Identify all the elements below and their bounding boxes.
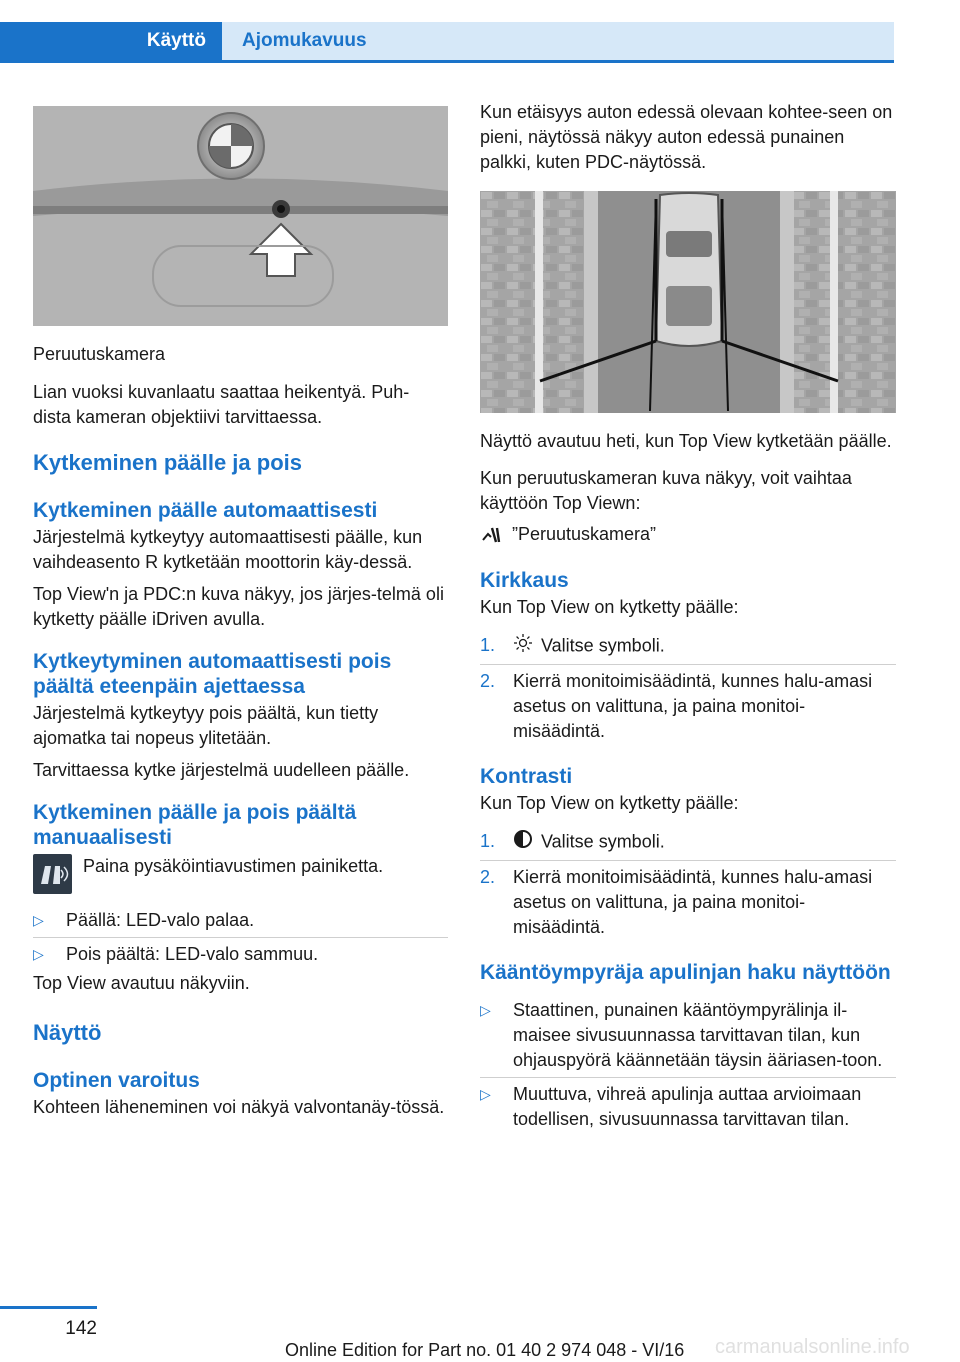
paragraph-auto-off-2: Tarvittaessa kytke järjestelmä uudelleen päälle. — [33, 760, 410, 780]
heading-turning-circle: Kääntöympyräja apulinjan haku näyttöön — [480, 961, 891, 984]
edition-note: Online Edition for Part no. 01 40 2 974 048 - VI/16 — [285, 1340, 685, 1360]
paragraph-auto-on-2: Top View'n ja PDC:n kuva näkyy, jos järjes-telmä oli kytketty päälle iDriven avulla. — [33, 584, 444, 629]
list-item: ▷ Staattinen, punainen kääntöympyrälinja il-maisee sivusuunnassa tarvittavan tilan, kun ohjauspyörä käännetään täysin ääriasen-toon. — [480, 998, 896, 1078]
menu-path — [480, 522, 896, 550]
page-number: 142 — [65, 1318, 97, 1339]
heading-auto-off: Kytkeytyminen automaattisesti pois päältä eteenpäin ajettaessa — [33, 650, 392, 698]
contrast-steps — [480, 829, 896, 940]
heading-manual: Kytkeminen päälle ja pois päältä manuaalisesti — [33, 801, 357, 849]
paragraph-rear-camera: Kun peruutuskameran kuva näkyy, voit vaihtaa käyttöön Top Viewn: — [480, 468, 852, 513]
triangle-bullet-icon: ▷ — [33, 946, 44, 962]
list-item: 1. Valitse symboli. — [480, 829, 896, 861]
menu-item-peruutuskamera: ”Peruutuskamera” — [512, 524, 657, 544]
tab-kaytto[interactable]: Käyttö — [0, 22, 222, 60]
list-item: 1. Valitse symboli. — [480, 633, 896, 665]
parking-assist-button-icon — [33, 854, 72, 894]
paragraph-auto-off-1: Järjestelmä kytkeytyy pois päältä, kun tietty ajomatka tai nopeus ylitetään. — [33, 703, 379, 748]
triangle-bullet-icon: ▷ — [480, 1086, 491, 1102]
list-item: ▷ Päällä: LED-valo palaa. — [33, 908, 448, 938]
triangle-bullet-icon: ▷ — [33, 912, 44, 928]
top-view-display-image — [480, 191, 896, 413]
triangle-bullet-icon: ▷ — [480, 1002, 491, 1018]
list-item: 2. Kierrä monitoimisäädintä, kunnes halu-amasi asetus on valittuna, ja paina monitoi-misäädintä. — [480, 671, 873, 741]
header-rule — [0, 60, 894, 63]
heading-optical-warning: Optinen varoitus — [33, 1069, 200, 1092]
footer-rule — [0, 1306, 97, 1309]
rear-camera-illustration — [33, 106, 448, 326]
paragraph-top-view-opens: Top View avautuu näkyviin. — [33, 973, 250, 993]
brightness-steps — [480, 633, 896, 744]
page-header — [0, 0, 960, 64]
watermark: carmanualsonline.info — [715, 1336, 910, 1358]
heading-switch-on-off: Kytkeminen päälle ja pois — [33, 450, 302, 475]
list-item: ▷ Pois päältä: LED-valo sammuu. — [33, 942, 448, 967]
top-view-illustration — [480, 191, 896, 413]
camera-menu-icon — [480, 524, 502, 551]
list-item: 2. Kierrä monitoimisäädintä, kunnes halu-amasi asetus on valittuna, ja paina monitoi-misäädintä. — [480, 867, 873, 937]
left-column — [33, 100, 448, 1120]
paragraph-auto-on-1: Järjestelmä kytkeytyy automaattisesti päälle, kun vaihdeasento R kytketään moottorin käy-dessä. — [33, 527, 423, 572]
tab-ajomukavuus[interactable]: Ajomukavuus — [222, 22, 894, 60]
list-item: ▷ Muuttuva, vihreä apulinja auttaa arvioimaan todellisen, sivusuunnassa tarvittavan tilan. — [480, 1084, 862, 1129]
turning-lines-list — [480, 998, 896, 1132]
manual-instruction — [33, 854, 448, 902]
paragraph-contrast: Kun Top View on kytketty päälle: — [480, 793, 739, 813]
heading-contrast: Kontrasti — [480, 765, 573, 788]
photo-caption: Peruutuskamera — [33, 344, 166, 364]
paragraph-cleaning: Lian vuoksi kuvanlaatu saattaa heikentyä. Puh- dista kameran objektiivi tarvittaessa. — [33, 382, 410, 427]
paragraph-display-opens: Näyttö avautuu heti, kun Top View kytketään päälle. — [480, 431, 892, 451]
paragraph-brightness: Kun Top View on kytketty päälle: — [480, 597, 739, 617]
right-column — [480, 100, 896, 1136]
heading-auto-on: Kytkeminen päälle automaattisesti — [33, 499, 378, 522]
heading-display: Näyttö — [33, 1020, 102, 1045]
led-status-list — [33, 908, 448, 967]
paragraph-optical: Kohteen läheneminen voi näkyä valvontanäy-tössä. — [33, 1097, 445, 1117]
heading-brightness: Kirkkaus — [480, 569, 569, 592]
paragraph-intro: Kun etäisyys auton edessä olevaan kohtee-seen on pieni, näytössä näkyy auton edessä punainen palkki, kuten PDC-näytössä. — [480, 102, 893, 172]
contrast-icon — [513, 829, 533, 856]
brightness-icon — [513, 633, 533, 660]
paragraph-manual: Paina pysäköintiavustimen painiketta. — [83, 856, 384, 876]
rear-camera-photo — [33, 106, 448, 326]
